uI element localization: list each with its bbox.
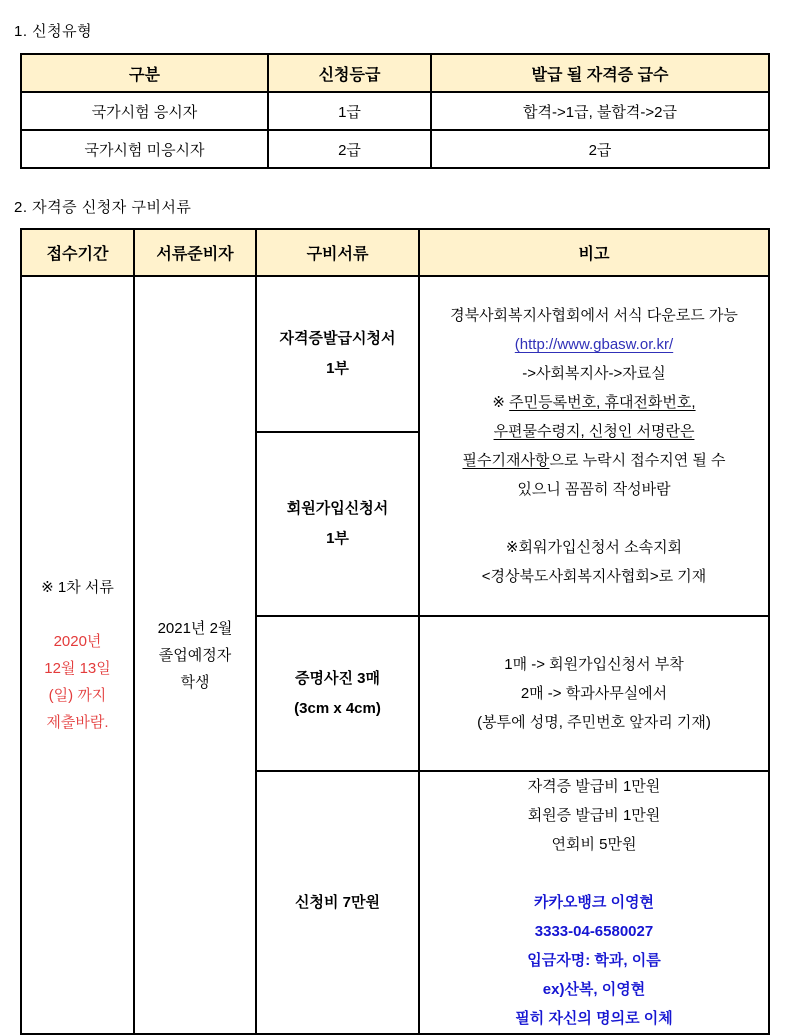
remark-line: 있으니 꼼꼼히 작성바람	[517, 481, 671, 498]
remark-line	[420, 330, 768, 359]
section2-heading: 2. 자격증 신청자 구비서류	[14, 199, 192, 216]
t1-cell-grade: 2급	[268, 130, 431, 168]
fee-line: 연회비 5만원	[551, 836, 637, 853]
reference-mark: ※	[492, 394, 510, 411]
fee-line: 자격증 발급비 1만원	[527, 778, 661, 795]
t1-cell-issued: 2급	[431, 130, 769, 168]
deadline-line: 제출바람.	[46, 714, 109, 731]
document-label-line: 증명사진 3매	[295, 669, 380, 687]
payment-line: ex)산복, 이영현	[542, 981, 646, 998]
document-cell-certificate-application	[256, 276, 419, 432]
document-label-line: 신청비 7만원	[295, 893, 380, 911]
preparer-line: 2021년 2월	[157, 619, 233, 637]
remark-line: 1매 -> 회원가입신청서 부착	[504, 656, 684, 673]
required-documents-table	[20, 228, 770, 1035]
preparer-line: 졸업예정자	[158, 646, 232, 664]
required-fields-underlined: 주민등록번호, 휴대전화번호,	[509, 394, 696, 411]
table-row	[21, 92, 769, 130]
document-cell-photos	[256, 616, 419, 771]
document-label-line: 1부	[326, 530, 349, 547]
remark-line: ※회워가입신청서 소속지회	[505, 539, 683, 556]
document-label-line: 회원가입신청서	[286, 500, 389, 517]
payment-line: 입금자명: 학과, 이름	[527, 952, 661, 969]
preparer-line: 학생	[180, 673, 210, 691]
primary-note: ※ 1차 서류	[41, 579, 114, 596]
remarks-cell-fee	[419, 771, 769, 1034]
fee-line: 회원증 발급비 1만원	[527, 807, 661, 824]
required-fields-rest: 으로 누락시 접수지연 될 수	[549, 452, 726, 469]
document-label-line: (3cm x 4cm)	[294, 699, 381, 717]
t1-cell-category: 국가시험 미응시자	[21, 130, 268, 168]
table-row	[21, 130, 769, 168]
document-label-line: 1부	[326, 360, 349, 377]
gap	[420, 859, 768, 888]
t2-header-documents: 구비서류	[256, 229, 419, 276]
remarks-cell-forms	[419, 276, 769, 616]
document-cell-membership-application	[256, 432, 419, 616]
remark-line: 경북사회복지사협회에서 서식 다운로드 가능	[450, 307, 738, 324]
remarks-cell-photos	[419, 616, 769, 771]
payment-account-number: 3333-04-6580027	[534, 923, 654, 940]
t1-cell-issued: 합격->1급, 불합격->2급	[431, 92, 769, 130]
t1-cell-category: 국가시험 응시자	[21, 92, 268, 130]
gbasw-link[interactable]: (http://www.gbasw.or.kr/	[514, 336, 674, 353]
application-type-table	[20, 53, 770, 169]
document-cell-fee	[256, 771, 419, 1034]
remark-line: <경상북도사회복지사협회>로 기재	[481, 568, 707, 585]
document-label-line: 자격증발급시청서	[279, 330, 396, 347]
preparer-cell	[134, 276, 256, 1034]
t1-cell-grade: 1급	[268, 92, 431, 130]
remark-line	[420, 388, 768, 417]
t1-header-issued: 발급 될 자격증 급수	[431, 54, 769, 92]
t1-header-grade: 신청등급	[268, 54, 431, 92]
required-fields-underlined: 필수기재사항	[462, 452, 550, 469]
table-row	[21, 276, 769, 432]
gap	[420, 504, 768, 533]
payment-line: 카카오뱅크 이영현	[533, 894, 655, 911]
t2-header-reception-period: 접수기간	[21, 229, 134, 276]
t2-header-row	[21, 229, 769, 276]
payment-line: 필히 자신의 명의로 이체	[515, 1010, 673, 1027]
t1-header-row	[21, 54, 769, 92]
gap	[22, 601, 133, 628]
t2-header-preparer: 서류준비자	[134, 229, 256, 276]
reception-period-cell	[21, 276, 134, 1034]
deadline-line: (일) 까지	[48, 687, 107, 704]
remark-line	[420, 446, 768, 475]
remark-line: (봉투에 성명, 주민번호 앞자리 기재)	[477, 714, 711, 731]
deadline-line: 12월 13일	[44, 660, 111, 677]
remark-line: 우편물수령지, 신청인 서명란은	[493, 423, 695, 440]
deadline-line: 2020년	[53, 633, 102, 650]
remark-line: 2매 -> 학과사무실에서	[520, 685, 668, 702]
remark-line: ->사회복지사->자료실	[522, 365, 666, 382]
t1-header-category: 구분	[21, 54, 268, 92]
section1-heading: 1. 신청유형	[14, 23, 93, 40]
t2-header-remarks: 비고	[419, 229, 769, 276]
